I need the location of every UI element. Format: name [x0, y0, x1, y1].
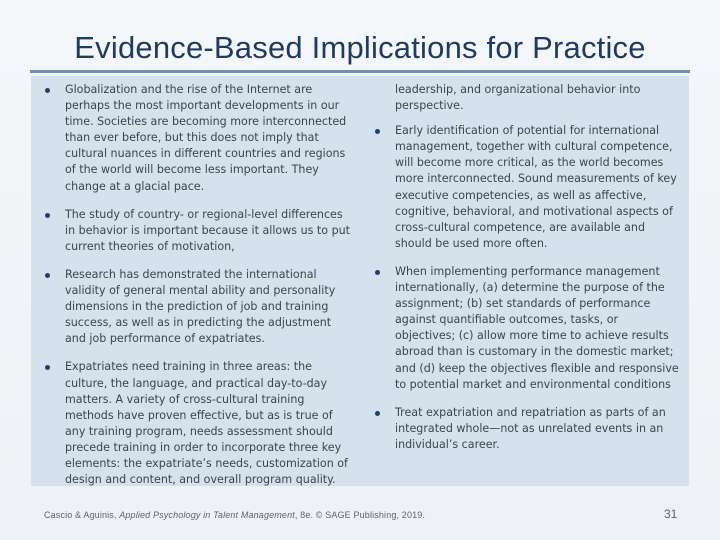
slide-title: Evidence-Based Implications for Practice: [74, 30, 646, 65]
bullet-item: When implementing performance management internationally, (a) determine the purpose of the assignment; (b) set standards of performance against quantifiable outcomes, tasks, or objectives; (c) allow more time to achieve results abroad than is customary in the domestic market; and (d) keep the objectives flexible and responsive to potential market and environmental conditions: [371, 264, 679, 393]
bullet-item: Globalization and the rise of the Internet are perhaps the most important developments in our time. Societies are becoming more interconnected than ever before, but this does not imply that cultural nuances in different countries and regions of the world will become less important. They change at a glacial pace.: [41, 82, 353, 195]
bullet-item: Expatriates need training in three areas: the culture, the language, and practical day-to-day matters. A variety of cross-cultural training methods have proven effective, but as is true of any training program, needs assessment should precede training in order to incorporate three key elements: the expatriate’s needs, customization of design and content, and overall program quality.: [41, 359, 353, 488]
bullet-continuation: leadership, and organizational behavior into perspective.: [395, 83, 641, 113]
bullet-item: The study of country- or regional-level differences in behavior is important because it allows us to put current theories of motivation,: [41, 207, 353, 255]
left-column: [41, 82, 353, 500]
citation-publisher: , 8e. © SAGE Publishing, 2019.: [294, 510, 426, 520]
title-divider: [30, 70, 690, 73]
bullet-item: Treat expatriation and repatriation as parts of an integrated whole—not as unrelated events in an individual’s career.: [371, 405, 679, 453]
bullet-item: Research has demonstrated the international validity of general mental ability and personality dimensions in the prediction of job and training success, as well as in predicting the adjustment and job performance of expatriates.: [41, 267, 353, 347]
citation-authors: Cascio & Aguinis,: [44, 510, 120, 520]
bullet-item: Early identification of potential for international management, together with cultural competence, will become more critical, as the world becomes more interconnected. Sound measurements of key executive competencies, as well as affective, cognitive, behavioral, and motivational aspects of cross-cultural competence, are available and should be used more often.: [371, 123, 679, 252]
citation-footer: [44, 510, 425, 520]
right-column: [371, 82, 679, 465]
page-number: 31: [664, 507, 678, 521]
citation-book-title: Applied Psychology in Talent Management: [119, 510, 295, 520]
content-panel: [31, 76, 689, 486]
